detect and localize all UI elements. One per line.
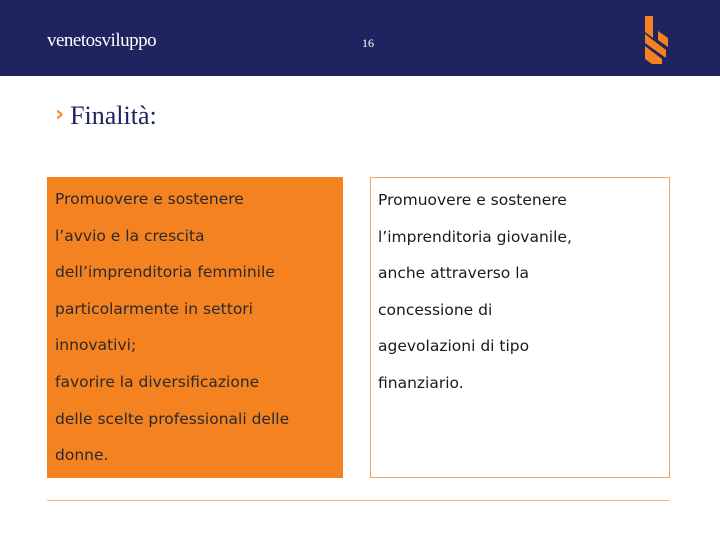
text-line: favorire la diversificazione [55,372,260,391]
chevron-right-icon: › [55,102,65,127]
text-line: l’avvio e la crescita [55,226,205,245]
text-line: innovativi; [55,336,137,355]
text-line: l’imprenditoria giovanile, [378,227,572,246]
women-entrepreneurship-box [47,177,343,478]
youth-entrepreneurship-box [370,177,670,478]
brand-name: venetosviluppo [47,30,157,51]
footer-divider [47,500,670,501]
text-line: agevolazioni di tipo [378,337,530,356]
text-line: Promuovere e sostenere [55,190,244,208]
text-line: particolarmente in settori [55,299,253,318]
text-line: dell’imprenditoria femminile [55,263,275,282]
page-number: 16 [362,36,374,50]
text-line: concessione di [378,300,493,319]
text-line: Promuovere e sostenere [378,191,567,209]
header-bar [0,0,720,76]
text-line: anche attraverso la [378,264,530,283]
text-line: delle scelte professionali delle [55,409,290,428]
slide-title-row [55,101,157,131]
text-line: finanziario. [378,373,464,392]
text-line: donne. [55,446,109,465]
slide-title: Finalità: [70,101,157,130]
veneto-sviluppo-logo-icon [640,16,674,64]
